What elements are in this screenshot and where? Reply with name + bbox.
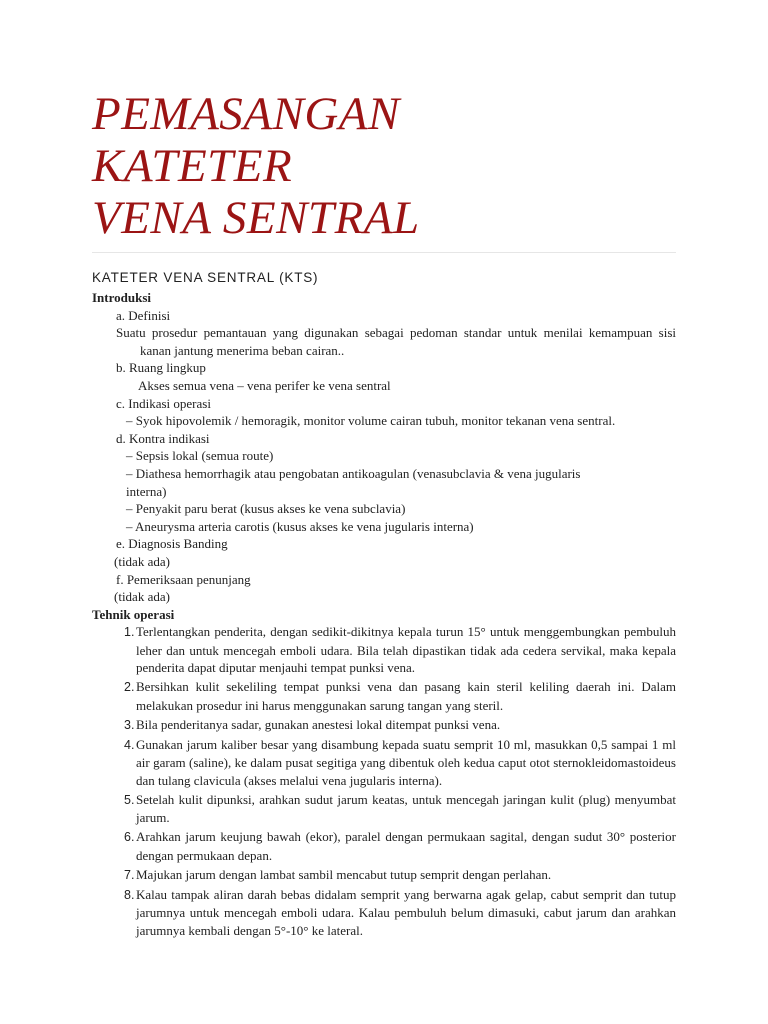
step-text: Gunakan jarum kaliber besar yang disambung kepada suatu semprit 10 ml, masukkan 0,5 sampai 1 ml air garam (saline), ke dalam pusat segitiga yang dibentuk oleh kedua caput otot sternokleidomastoideus dan tulang clavicula (akses melalui vena jugularis interna).	[136, 736, 676, 788]
step-text: Terlentangkan penderita, dengan sedikit-dikitnya kepala turun 15° untuk menggembungkan pembuluh leher dan untuk mencegah emboli udara. Bila telah dipastikan tidak ada cedera servikal, maka kepala penderita dapat diputar menjauhi tempat punksi vena.	[136, 624, 676, 676]
kontra-item: – Diathesa hemorrhagik atau pengobatan antikoagulan (venasubclavia & vena jugularis	[126, 465, 581, 481]
tehnik-steps-list	[92, 623, 676, 939]
diagnosis-banding-label: e. Diagnosis Banding	[116, 536, 228, 552]
step-number: 8.	[124, 887, 135, 902]
step-text: Bersihkan kulit sekeliling tempat punksi vena dan pasang kain steril keliling daerah ini. Dalam melakukan prosedur ini harus menggunakan sarung tangan yang steril.	[136, 679, 676, 713]
document-body	[92, 268, 676, 941]
diagnosis-banding-text: (tidak ada)	[114, 553, 170, 569]
step-text: Kalau tampak aliran darah bebas didalam semprit yang berwarna agak gelap, cabut semprit dan tutup jarumnya untuk mencegah emboli udara. Kalau pembuluh belum dimasuki, cabut jarum dan arahkan jarumnya kembali dengan 5°-10° ke lateral.	[136, 886, 676, 938]
step-number: 7.	[124, 867, 135, 882]
step-text: Bila penderitanya sadar, gunakan anestesi lokal ditempat punksi vena.	[136, 716, 501, 732]
kontra-item: – Aneurysma arteria carotis (kusus akses ke vena jugularis interna)	[126, 518, 474, 534]
pemeriksaan-label: f. Pemeriksaan penunjang	[116, 571, 251, 587]
list-item	[92, 736, 676, 790]
title-line-1: PEMASANGAN	[92, 88, 400, 140]
definisi-text: Suatu prosedur pemantauan yang digunakan sebagai pedoman standar untuk menilai kemampuan sisi kanan jantung menerima beban cairan..	[116, 325, 676, 358]
ruang-lingkup-label: b. Ruang lingkup	[116, 360, 206, 376]
tehnik-heading: Tehnik operasi	[92, 606, 175, 622]
title-line-3: VENA SENTRAL	[92, 192, 420, 244]
step-number: 5.	[124, 792, 135, 807]
step-number: 2.	[124, 680, 135, 695]
list-item	[92, 678, 676, 714]
kontra-item: – Sepsis lokal (semua route)	[126, 448, 274, 464]
kontra-indikasi-label: d. Kontra indikasi	[116, 430, 210, 446]
title-line-2: KATETER	[92, 140, 293, 192]
list-item	[92, 623, 676, 677]
step-number: 1.	[124, 625, 135, 640]
step-number: 3.	[124, 717, 135, 732]
list-item	[92, 886, 676, 940]
list-item	[92, 866, 676, 885]
pemeriksaan-text: (tidak ada)	[114, 589, 170, 605]
introduksi-heading: Introduksi	[92, 290, 152, 305]
title-divider	[92, 252, 676, 253]
indikasi-label: c. Indikasi operasi	[116, 395, 211, 411]
ruang-lingkup-text: Akses semua vena – vena perifer ke vena sentral	[138, 377, 391, 393]
step-number: 6.	[124, 830, 135, 845]
step-text: Arahkan jarum keujung bawah (ekor), paralel dengan permukaan sagital, dengan sudut 30° posterior dengan permukaan depan.	[136, 829, 676, 863]
kontra-item: interna)	[126, 483, 167, 499]
kontra-item: – Penyakit paru berat (kusus akses ke vena subclavia)	[126, 501, 406, 517]
definisi-label: a. Definisi	[116, 307, 171, 323]
step-number: 4.	[124, 737, 135, 752]
section-subtitle: KATETER VENA SENTRAL (KTS)	[92, 270, 319, 285]
document-title	[92, 88, 420, 244]
list-item	[92, 791, 676, 827]
indikasi-text: – Syok hipovolemik / hemoragik, monitor volume cairan tubuh, monitor tekanan vena sentral.	[126, 413, 616, 429]
step-text: Majukan jarum dengan lambat sambil mencabut tutup semprit dengan perlahan.	[136, 866, 552, 882]
list-item	[92, 716, 676, 735]
list-item	[92, 828, 676, 864]
step-text: Setelah kulit dipunksi, arahkan sudut jarum keatas, untuk mencegah jaringan kulit (plug) menyumbat jarum.	[136, 791, 676, 826]
